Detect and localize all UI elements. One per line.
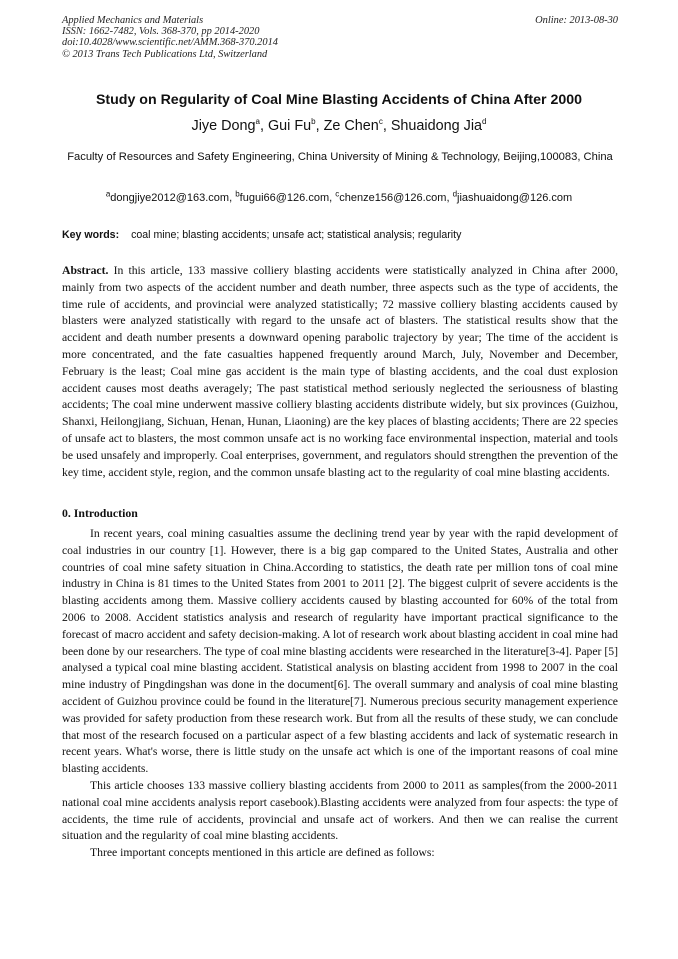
journal-name: Applied Mechanics and Materials [62,15,204,26]
keywords-text: coal mine; blasting accidents; unsafe act; statistical analysis; regularity [131,229,462,241]
keywords-line [62,229,618,241]
doi-line: doi:10.4028/www.scientific.net/AMM.368-370.2014 [62,37,278,49]
email-mark: a [105,189,111,199]
abstract-text: In this article, 133 massive colliery blasting accidents were statistically analyzed in China after 2000, mainly from two aspects of the accident number and death number, three aspects such as the type of accidents, the time rule of accidents, and provincial were analyzed statistically; 72 massive colliery blasting accidents caused by blasters were analyzed statistically with regard to the unsafe act of blasters. The statistical results show that the accident and death number presents a downward opening parabolic trajectory by year; The time of the accident is more concentrated, and the fate casualties happened frequently around March, July, November and December, February is the least; Coal mine gas accident is the main type of blasting accidents, and the coal dust explosion accident causes most deaths averagely; The past statistical method seriously neglected the seriousness of blasting accidents; The coal mine underwent massive colliery blasting accidents distribute widely, but six provinces (Guizhou, Shanxi, Heilongjiang, Sichuan, Henan, Hunan, Liaoning) are the key places of blasting accidents; There are 22 species of unsafe act to blasters, the most common unsafe act is no working face environmental inspection, material and tools be used unsafely and improperly. Coal enterprises, government, and regulators should strengthen the prevention of the key time, accident style, region, and the common unsafe blasting act to the regularity of coal mine blasting accidents. [62,264,618,479]
paragraph: This article chooses 133 massive colliery blasting accidents from 2000 to 2011 as samples(from the 2000-2011 national coal mine accidents analysis report casebook).Blasting accidents were analyzed from four aspects: the type of accidents, the time rule of accidents, provincial and unsafe act of workers. And then we can realise the current situation and the regularity of coal mine blasting accidents. [62,778,618,843]
author: Gui Fu [267,118,312,134]
email-address: dongjiye2012@163.com [110,192,230,204]
email-address: jiashuaidong@126.com [457,192,573,204]
email-address: chenze156@126.com [339,192,447,204]
publication-header [62,15,618,60]
paper-title: Study on Regularity of Coal Mine Blasting Accidents of China After 2000 [95,92,583,108]
author: Jiye Dong [191,118,256,134]
section-heading-introduction: 0. Introduction [62,506,138,520]
author: Ze Chen [323,118,379,134]
email-mark: d [452,189,458,199]
author-mark: c [378,117,383,127]
issn-line: ISSN: 1662-7482, Vols. 368-370, pp 2014-2020 [62,26,260,38]
email-mark: c [335,189,340,199]
online-date: Online: 2013-08-30 [535,15,618,26]
keywords-label: Key words: [62,229,120,241]
abstract-label: Abstract. [62,264,109,277]
abstract [62,263,618,481]
author-mark: d [482,117,487,127]
email-mark: b [235,189,240,199]
email-address: fugui66@126.com [239,192,330,204]
affiliation: Faculty of Resources and Safety Engineering, China University of Mining & Technology, Beijing,100083, China [67,151,613,163]
author: Shuaidong Jia [390,118,483,134]
paragraph: In recent years, coal mining casualties assume the declining trend year by year with the rapid development of coal industries in our country [1]. However, there is a big gap compared to the United States, Australia and other countries of coal mine safety situation in China.According to statistics, the death rate per million tons of coal mine industry in China is 81 times to the United States from 2001 to 2011 [2]. The biggest culprit of severe accidents is the blasting accidents among them. Massive colliery accidents caused by blasting accounted for 60% of the total from 2006 to 2008. Accident statistics analysis and research of regularity have important practical significance to the forecast of macro accident and safety decision-making. A lot of research work about blasting accident in coal mine had been done by our researchers. The type of coal mine blasting accidents were researched in the literature[3-4]. Paper [5] analysed a typical coal mine blasting accident. Statistical analysis on blasting accident from 1998 to 2007 in the coal mine industry of Pingdingshan was done in the document[6]. The overall summary and analysis of coal mine blasting accident of Guizhou province could be found in the literature[7]. Numerous precious security management experience was provided for safety production from these research work. But from all the results of these study, we can conclude that most of the research focused on a particular aspect of a few blasting accidents and lack of systematic research in recent years. What's worse, there is little study on the unsafe act which is one of the important reasons of coal mine blasting accidents. [62,527,618,776]
introduction-body [62,526,618,862]
author-mark: a [255,117,260,127]
email-list: $^a$dongjiye2012@163.com, $^b$fugui66@126.com, $^c$chenze156@126.com, $^d$jiashuaidong@126.com [105,189,573,204]
author-list: Jiye Dong$^a$, Gui Fu$^b$, Ze Chen$^c$, Shuaidong Jia$^d$ [191,117,487,134]
author-mark: b [311,117,316,127]
copyright-line: © 2013 Trans Tech Publications Ltd, Switzerland [62,48,268,60]
paragraph: Three important concepts mentioned in this article are defined as follows: [90,846,435,860]
